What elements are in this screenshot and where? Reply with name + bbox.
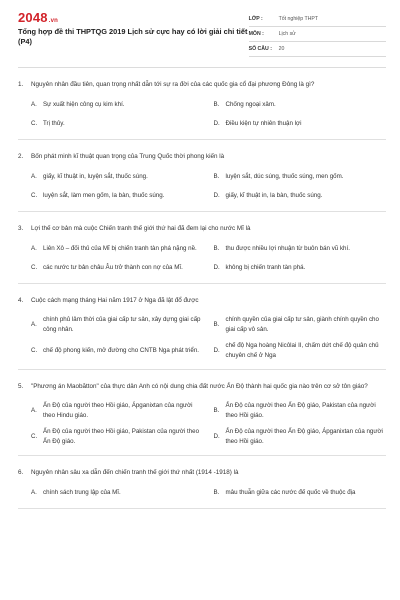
question-stem: [18, 152, 386, 162]
answer-option[interactable]: [31, 427, 204, 446]
question-text: Cuộc cách mạng tháng Hai năm 1917 ở Nga đã lật đổ được: [31, 297, 199, 304]
meta-row-class: [249, 12, 386, 27]
answer-options: [18, 243, 386, 274]
option-letter: D.: [213, 432, 220, 440]
question-stem: [18, 296, 386, 306]
option-letter: C.: [31, 432, 38, 440]
answer-option[interactable]: [31, 190, 204, 202]
question-number: 3.: [18, 225, 24, 232]
meta-value: Lịch sử: [278, 31, 296, 37]
question-item: [18, 284, 386, 370]
option-letter: A.: [31, 101, 37, 109]
answer-options: [18, 315, 386, 360]
meta-value: Tốt nghiệp THPT: [278, 16, 319, 22]
option-text: Điều kiện tự nhiên thuận lợi: [225, 120, 302, 128]
option-text: chế độ Nga hoàng Nicôlai II, chấm dứt chế độ quân chủ chuyên chế ở Nga: [225, 342, 379, 359]
meta-value: 20: [278, 46, 285, 52]
document-meta: [249, 12, 386, 57]
option-text: Ấn Độ của người theo Ấn Độ giáo, Pakistan của người theo Hồi giáo.: [225, 402, 376, 419]
option-text: Ấn Độ của người theo Ấn Độ giáo, Ápganixtan của người theo Hồi giáo.: [225, 428, 383, 445]
option-letter: B.: [213, 101, 220, 109]
answer-option[interactable]: [214, 190, 387, 202]
answer-option[interactable]: [31, 315, 204, 334]
site-logo[interactable]: [18, 10, 249, 25]
question-stem: [18, 80, 386, 90]
option-text: luyện sắt, làm men gốm, la bàn, thuốc súng.: [43, 192, 165, 200]
option-letter: D.: [213, 264, 220, 272]
question-item: [18, 212, 386, 284]
option-text: Sự xuất hiện công cụ kim khí.: [43, 101, 125, 109]
answer-options: [18, 99, 386, 130]
option-letter: B.: [213, 245, 220, 253]
option-letter: C.: [31, 264, 38, 272]
option-text: Trị thủy.: [43, 120, 65, 128]
option-letter: B.: [213, 320, 220, 328]
answer-option[interactable]: [31, 401, 204, 420]
logo-main-text: 2048: [18, 10, 48, 25]
option-text: Ấn Độ của người theo Hồi giáo, Pakistan của người theo Ấn Độ giáo.: [43, 428, 200, 445]
question-text: Nguyên nhân đầu tiên, quan trọng nhất dẫn tới sự ra đời của các quốc gia cổ đại phương Đông là gì?: [31, 81, 315, 88]
answer-option[interactable]: [214, 401, 387, 420]
option-letter: A.: [31, 406, 37, 414]
meta-label: SỐ CÂU :: [248, 46, 272, 52]
answer-option[interactable]: [214, 262, 387, 274]
question-stem: [18, 382, 386, 392]
option-letter: D.: [213, 120, 220, 128]
option-letter: B.: [213, 406, 220, 414]
meta-row-subject: [249, 27, 386, 42]
answer-option[interactable]: [31, 341, 204, 360]
option-letter: B.: [213, 489, 220, 497]
option-letter: D.: [213, 346, 220, 354]
answer-option[interactable]: [214, 427, 387, 446]
option-text: luyện sắt, dúc súng, thuốc súng, men gốm.: [225, 173, 344, 181]
option-text: Ấn Độ của người theo Hồi giáo, Ápganixtan của người theo Hindu giáo.: [43, 402, 193, 419]
option-text: giấy, kĩ thuật in, luyện sắt, thuốc súng.: [43, 173, 148, 181]
question-stem: [18, 468, 386, 478]
question-text: Nguyên nhân sâu xa dẫn đến chiến tranh thế giới thứ nhất (1914 -1918) là: [31, 469, 239, 476]
logo-suffix-text: .vn: [48, 18, 59, 24]
option-letter: C.: [31, 192, 38, 200]
option-text: chính sách trung lập của Mĩ.: [43, 489, 121, 497]
question-item: [18, 140, 386, 212]
answer-option[interactable]: [31, 118, 204, 130]
question-text: Lợi thế cơ bản mà cuộc Chiến tranh thế giới thứ hai đã đem lại cho nước Mĩ là: [31, 225, 251, 232]
answer-option[interactable]: [31, 243, 204, 255]
question-number: 6.: [18, 469, 24, 476]
option-text: các nước tư bản châu Âu trở thành con nợ của Mĩ.: [43, 264, 183, 272]
option-letter: D.: [213, 192, 220, 200]
meta-label: MÔN :: [248, 31, 264, 37]
question-item: [18, 370, 386, 456]
option-letter: A.: [31, 489, 37, 497]
answer-option[interactable]: [31, 99, 204, 111]
answer-option[interactable]: [31, 487, 204, 499]
option-text: thu được nhiều lợi nhuận từ buôn bán vũ khí.: [225, 245, 350, 253]
option-letter: A.: [31, 173, 37, 181]
question-stem: [18, 224, 386, 234]
question-list: [18, 68, 386, 509]
option-text: chính phủ lâm thời của giai cấp tư sản, xây dựng giai cấp công nhân.: [43, 316, 201, 333]
question-number: 1.: [18, 81, 24, 88]
question-number: 4.: [18, 297, 24, 304]
answer-option[interactable]: [214, 99, 387, 111]
option-letter: B.: [213, 173, 220, 181]
question-text: Bốn phát minh kĩ thuật quan trọng của Trung Quốc thời phong kiến là: [31, 153, 225, 160]
option-letter: A.: [31, 320, 37, 328]
answer-options: [18, 401, 386, 446]
option-text: mâu thuẫn giữa các nước đế quốc về thuộc địa: [225, 489, 356, 497]
header-left: [18, 10, 249, 47]
answer-option[interactable]: [214, 243, 387, 255]
question-item: [18, 456, 386, 509]
answer-option[interactable]: [214, 487, 387, 499]
answer-option[interactable]: [214, 315, 387, 334]
answer-options: [18, 487, 386, 499]
option-text: chế độ phong kiến, mở đường cho CNTB Nga phát triển.: [43, 346, 200, 354]
meta-row-question-count: [249, 42, 386, 57]
answer-option[interactable]: [214, 341, 387, 360]
answer-option[interactable]: [214, 118, 387, 130]
answer-option[interactable]: [214, 171, 387, 183]
question-text: "Phương án Maobătton" của thực dân Anh có nội dung chia đất nước Ấn Độ thành hai quốc gia nào trên cơ sở tôn giáo?: [31, 383, 368, 390]
option-letter: A.: [31, 245, 37, 253]
question-item: [18, 68, 386, 140]
question-number: 2.: [18, 153, 24, 160]
option-text: không bị chiến tranh tàn phá.: [225, 264, 306, 272]
option-letter: C.: [31, 346, 38, 354]
option-text: Chống ngoại xâm.: [225, 101, 276, 109]
document-title: Tổng hợp đề thi THPTQG 2019 Lịch sử cực hay có lời giải chi tiết (P4): [18, 27, 248, 46]
document-header: [18, 10, 386, 57]
option-text: Liên Xô – đối thủ của Mĩ bị chiến tranh tàn phá nặng nề.: [43, 245, 197, 253]
option-text: chính quyền của giai cấp tư sản, giành chính quyền cho giai cấp vô sản.: [225, 316, 379, 333]
option-text: giấy, kĩ thuật in, la bàn, thuốc súng.: [225, 192, 323, 200]
answer-options: [18, 171, 386, 202]
option-letter: C.: [31, 120, 38, 128]
answer-option[interactable]: [31, 262, 204, 274]
meta-label: LỚP :: [248, 16, 263, 22]
answer-option[interactable]: [31, 171, 204, 183]
question-number: 5.: [18, 383, 24, 390]
